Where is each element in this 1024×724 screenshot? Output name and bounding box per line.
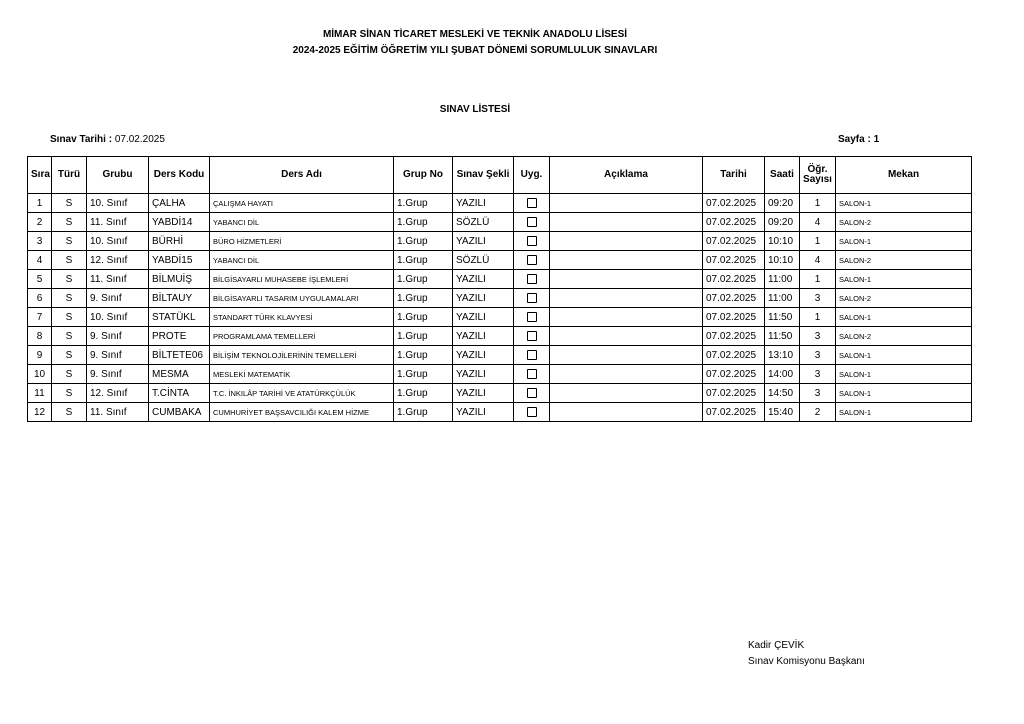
row-tarihi: 07.02.2025 xyxy=(703,365,765,384)
row-aciklama xyxy=(550,270,703,289)
row-ogr-sayisi: 3 xyxy=(800,384,836,403)
row-grup-no: 1.Grup xyxy=(394,346,453,365)
uyg-checkbox[interactable] xyxy=(527,369,537,379)
page-number xyxy=(838,134,879,145)
row-sira: 7 xyxy=(28,308,52,327)
row-sinav-sekli: YAZILI xyxy=(453,346,514,365)
table-row xyxy=(28,403,972,422)
row-turu: S xyxy=(52,232,87,251)
row-turu: S xyxy=(52,327,87,346)
row-mekan: SALON-2 xyxy=(836,251,972,270)
row-saati: 13:10 xyxy=(765,346,800,365)
col-grubu: Grubu xyxy=(87,157,149,194)
uyg-checkbox[interactable] xyxy=(527,312,537,322)
row-turu: S xyxy=(52,251,87,270)
row-grup-no: 1.Grup xyxy=(394,365,453,384)
row-turu: S xyxy=(52,308,87,327)
exam-date xyxy=(50,134,165,145)
row-ogr-sayisi: 2 xyxy=(800,403,836,422)
row-sira: 2 xyxy=(28,213,52,232)
row-turu: S xyxy=(52,289,87,308)
row-sinav-sekli: YAZILI xyxy=(453,403,514,422)
table-row xyxy=(28,251,972,270)
col-uyg: Uyg. xyxy=(514,157,550,194)
row-sinav-sekli: YAZILI xyxy=(453,232,514,251)
row-grubu: 11. Sınıf xyxy=(87,403,149,422)
row-uyg xyxy=(514,270,550,289)
col-ders-kodu: Ders Kodu xyxy=(149,157,210,194)
row-turu: S xyxy=(52,194,87,213)
col-tarihi: Tarihi xyxy=(703,157,765,194)
row-saati: 10:10 xyxy=(765,232,800,251)
row-ders-kodu: PROTE xyxy=(149,327,210,346)
col-ogr-sayisi: Öğr. Sayısı xyxy=(800,157,836,194)
row-ogr-sayisi: 3 xyxy=(800,365,836,384)
row-ogr-sayisi: 1 xyxy=(800,194,836,213)
row-ogr-sayisi: 1 xyxy=(800,308,836,327)
row-aciklama xyxy=(550,232,703,251)
row-grubu: 10. Sınıf xyxy=(87,232,149,251)
row-sira: 6 xyxy=(28,289,52,308)
uyg-checkbox[interactable] xyxy=(527,350,537,360)
list-title: SINAV LİSTESİ xyxy=(439,104,511,115)
row-grubu: 10. Sınıf xyxy=(87,194,149,213)
row-ders-adi: BÜRO HİZMETLERİ xyxy=(210,232,394,251)
row-saati: 11:00 xyxy=(765,270,800,289)
row-ders-kodu: BİLTETE06 xyxy=(149,346,210,365)
row-mekan: SALON-2 xyxy=(836,327,972,346)
row-ders-adi: PROGRAMLAMA TEMELLERİ xyxy=(210,327,394,346)
row-sinav-sekli: YAZILI xyxy=(453,270,514,289)
row-grubu: 11. Sınıf xyxy=(87,270,149,289)
row-grubu: 11. Sınıf xyxy=(87,213,149,232)
table-row xyxy=(28,213,972,232)
row-ders-adi: STANDART TÜRK KLAVYESİ xyxy=(210,308,394,327)
row-ders-adi: BİLİŞİM TEKNOLOJİLERİNİN TEMELLERİ xyxy=(210,346,394,365)
uyg-checkbox[interactable] xyxy=(527,236,537,246)
exam-table xyxy=(27,156,972,422)
row-sinav-sekli: YAZILI xyxy=(453,384,514,403)
row-uyg xyxy=(514,232,550,251)
page-label: Sayfa : xyxy=(838,134,871,145)
row-turu: S xyxy=(52,346,87,365)
row-turu: S xyxy=(52,403,87,422)
row-ogr-sayisi: 4 xyxy=(800,213,836,232)
school-title: MİMAR SİNAN TİCARET MESLEKİ VE TEKNİK ANADOLU LİSESİ xyxy=(322,29,628,40)
row-sira: 11 xyxy=(28,384,52,403)
row-sira: 10 xyxy=(28,365,52,384)
row-aciklama xyxy=(550,384,703,403)
row-tarihi: 07.02.2025 xyxy=(703,327,765,346)
row-turu: S xyxy=(52,270,87,289)
uyg-checkbox[interactable] xyxy=(527,407,537,417)
table-row xyxy=(28,327,972,346)
row-mekan: SALON-2 xyxy=(836,213,972,232)
row-uyg xyxy=(514,194,550,213)
table-row xyxy=(28,346,972,365)
row-aciklama xyxy=(550,327,703,346)
uyg-checkbox[interactable] xyxy=(527,274,537,284)
row-mekan: SALON-1 xyxy=(836,232,972,251)
row-sira: 9 xyxy=(28,346,52,365)
row-tarihi: 07.02.2025 xyxy=(703,403,765,422)
table-row xyxy=(28,289,972,308)
row-grubu: 9. Sınıf xyxy=(87,365,149,384)
row-ders-kodu: BİLMUİŞ xyxy=(149,270,210,289)
col-grup-no: Grup No xyxy=(394,157,453,194)
row-mekan: SALON-1 xyxy=(836,365,972,384)
row-grup-no: 1.Grup xyxy=(394,327,453,346)
uyg-checkbox[interactable] xyxy=(527,331,537,341)
exam-date-label: Sınav Tarihi : xyxy=(50,134,113,145)
table-row xyxy=(28,232,972,251)
row-ders-kodu: YABDİ14 xyxy=(149,213,210,232)
signature-block xyxy=(748,638,865,670)
row-sira: 12 xyxy=(28,403,52,422)
table-row xyxy=(28,365,972,384)
row-tarihi: 07.02.2025 xyxy=(703,289,765,308)
row-ogr-sayisi: 3 xyxy=(800,327,836,346)
row-saati: 09:20 xyxy=(765,194,800,213)
row-mekan: SALON-1 xyxy=(836,384,972,403)
row-uyg xyxy=(514,289,550,308)
row-aciklama xyxy=(550,308,703,327)
row-sira: 3 xyxy=(28,232,52,251)
uyg-checkbox[interactable] xyxy=(527,217,537,227)
row-ders-adi: YABANCI DİL xyxy=(210,251,394,270)
row-grubu: 9. Sınıf xyxy=(87,346,149,365)
row-sira: 1 xyxy=(28,194,52,213)
row-uyg xyxy=(514,308,550,327)
row-aciklama xyxy=(550,251,703,270)
table-row xyxy=(28,308,972,327)
row-ogr-sayisi: 1 xyxy=(800,232,836,251)
row-uyg xyxy=(514,213,550,232)
table-header xyxy=(28,157,972,194)
row-tarihi: 07.02.2025 xyxy=(703,346,765,365)
table-row xyxy=(28,270,972,289)
row-grubu: 9. Sınıf xyxy=(87,289,149,308)
row-saati: 09:20 xyxy=(765,213,800,232)
row-sinav-sekli: YAZILI xyxy=(453,289,514,308)
row-grubu: 12. Sınıf xyxy=(87,251,149,270)
row-grup-no: 1.Grup xyxy=(394,289,453,308)
row-ogr-sayisi: 3 xyxy=(800,289,836,308)
row-aciklama xyxy=(550,365,703,384)
row-turu: S xyxy=(52,365,87,384)
row-tarihi: 07.02.2025 xyxy=(703,213,765,232)
row-sinav-sekli: YAZILI xyxy=(453,194,514,213)
row-tarihi: 07.02.2025 xyxy=(703,384,765,403)
uyg-checkbox[interactable] xyxy=(527,293,537,303)
row-saati: 11:50 xyxy=(765,308,800,327)
row-ders-kodu: BÜRHİ xyxy=(149,232,210,251)
signature-name: Kadir ÇEVİK xyxy=(748,640,805,651)
row-sinav-sekli: YAZILI xyxy=(453,327,514,346)
row-ders-kodu: CUMBAKA xyxy=(149,403,210,422)
row-grup-no: 1.Grup xyxy=(394,213,453,232)
col-turu: Türü xyxy=(52,157,87,194)
row-turu: S xyxy=(52,213,87,232)
row-tarihi: 07.02.2025 xyxy=(703,232,765,251)
col-ders-adi: Ders Adı xyxy=(210,157,394,194)
row-saati: 14:50 xyxy=(765,384,800,403)
row-saati: 11:00 xyxy=(765,289,800,308)
row-saati: 15:40 xyxy=(765,403,800,422)
row-mekan: SALON-1 xyxy=(836,308,972,327)
row-uyg xyxy=(514,384,550,403)
row-grubu: 10. Sınıf xyxy=(87,308,149,327)
row-mekan: SALON-1 xyxy=(836,346,972,365)
row-sira: 4 xyxy=(28,251,52,270)
row-ders-kodu: T.CİNTA xyxy=(149,384,210,403)
row-uyg xyxy=(514,403,550,422)
col-aciklama: Açıklama xyxy=(550,157,703,194)
row-ders-kodu: BİLTAUY xyxy=(149,289,210,308)
exam-date-value: 07.02.2025 xyxy=(114,134,165,145)
row-grubu: 9. Sınıf xyxy=(87,327,149,346)
uyg-checkbox[interactable] xyxy=(527,388,537,398)
row-ders-adi: T.C. İNKILÂP TARİHİ VE ATATÜRKÇÜLÜK xyxy=(210,384,394,403)
row-mekan: SALON-1 xyxy=(836,403,972,422)
col-sinav-sekli: Sınav Şekli xyxy=(453,157,514,194)
col-mekan: Mekan xyxy=(836,157,972,194)
row-aciklama xyxy=(550,289,703,308)
table-row xyxy=(28,194,972,213)
row-sinav-sekli: SÖZLÜ xyxy=(453,213,514,232)
row-ogr-sayisi: 1 xyxy=(800,270,836,289)
col-sira: Sıra xyxy=(28,157,52,194)
row-aciklama xyxy=(550,403,703,422)
row-tarihi: 07.02.2025 xyxy=(703,194,765,213)
row-sira: 5 xyxy=(28,270,52,289)
row-tarihi: 07.02.2025 xyxy=(703,251,765,270)
row-grubu: 12. Sınıf xyxy=(87,384,149,403)
row-ders-adi: CUMHURİYET BAŞSAVCILIĞI KALEM HİZME xyxy=(210,403,394,422)
row-aciklama xyxy=(550,346,703,365)
row-turu: S xyxy=(52,384,87,403)
row-ogr-sayisi: 4 xyxy=(800,251,836,270)
row-ogr-sayisi: 3 xyxy=(800,346,836,365)
row-sinav-sekli: SÖZLÜ xyxy=(453,251,514,270)
row-ders-kodu: YABDİ15 xyxy=(149,251,210,270)
row-ders-adi: BİLGİSAYARLI MUHASEBE İŞLEMLERİ xyxy=(210,270,394,289)
uyg-checkbox[interactable] xyxy=(527,255,537,265)
row-grup-no: 1.Grup xyxy=(394,270,453,289)
table-row xyxy=(28,384,972,403)
row-ders-kodu: MESMA xyxy=(149,365,210,384)
row-grup-no: 1.Grup xyxy=(394,251,453,270)
signature-title: Sınav Komisyonu Başkanı xyxy=(748,656,865,667)
row-ders-kodu: ÇALHA xyxy=(149,194,210,213)
row-sira: 8 xyxy=(28,327,52,346)
row-grup-no: 1.Grup xyxy=(394,384,453,403)
row-uyg xyxy=(514,251,550,270)
row-sinav-sekli: YAZILI xyxy=(453,365,514,384)
row-ders-adi: YABANCI DİL xyxy=(210,213,394,232)
row-mekan: SALON-2 xyxy=(836,289,972,308)
row-tarihi: 07.02.2025 xyxy=(703,308,765,327)
row-ders-adi: BİLGİSAYARLI TASARIM UYGULAMALARI xyxy=(210,289,394,308)
row-saati: 11:50 xyxy=(765,327,800,346)
row-ders-adi: ÇALIŞMA HAYATI xyxy=(210,194,394,213)
row-uyg xyxy=(514,365,550,384)
row-ders-adi: MESLEKİ MATEMATİK xyxy=(210,365,394,384)
col-saati: Saati xyxy=(765,157,800,194)
row-grup-no: 1.Grup xyxy=(394,403,453,422)
term-title: 2024-2025 EĞİTİM ÖĞRETİM YILI ŞUBAT DÖNEMİ SORUMLULUK SINAVLARI xyxy=(292,45,658,56)
row-ders-kodu: STATÜKL xyxy=(149,308,210,327)
row-aciklama xyxy=(550,213,703,232)
page-value: 1 xyxy=(873,134,880,145)
row-uyg xyxy=(514,327,550,346)
row-grup-no: 1.Grup xyxy=(394,308,453,327)
row-grup-no: 1.Grup xyxy=(394,194,453,213)
row-mekan: SALON-1 xyxy=(836,270,972,289)
row-saati: 10:10 xyxy=(765,251,800,270)
row-grup-no: 1.Grup xyxy=(394,232,453,251)
row-tarihi: 07.02.2025 xyxy=(703,270,765,289)
row-saati: 14:00 xyxy=(765,365,800,384)
row-uyg xyxy=(514,346,550,365)
row-sinav-sekli: YAZILI xyxy=(453,308,514,327)
row-mekan: SALON-1 xyxy=(836,194,972,213)
row-aciklama xyxy=(550,194,703,213)
uyg-checkbox[interactable] xyxy=(527,198,537,208)
